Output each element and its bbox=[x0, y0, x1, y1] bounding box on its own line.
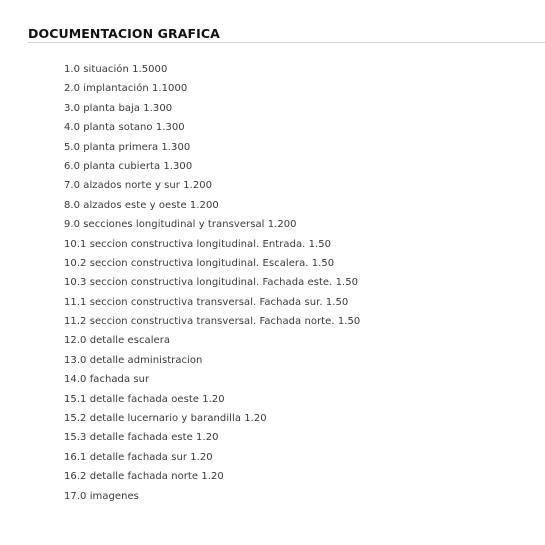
list-item: 14.0 fachada sur bbox=[64, 374, 150, 386]
list-item: 11.1 seccion constructiva transversal. Fachada sur. 1.50 bbox=[64, 296, 349, 308]
list-item: 15.3 detalle fachada este 1.20 bbox=[64, 432, 219, 444]
list-item: 1.0 situación 1.5000 bbox=[64, 64, 168, 75]
list-item: 8.0 alzados este y oeste 1.200 bbox=[64, 199, 219, 211]
list-item: 10.1 seccion constructiva longitudinal. Entrada. 1.50 bbox=[64, 238, 332, 250]
list-item: 11.2 seccion constructiva transversal. Fachada norte. 1.50 bbox=[64, 316, 361, 328]
list-item: 3.0 planta baja 1.300 bbox=[64, 102, 173, 114]
list-item: 5.0 planta primera 1.300 bbox=[64, 141, 191, 153]
list-item: 10.2 seccion constructiva longitudinal. Escalera. 1.50 bbox=[64, 257, 335, 269]
list-item: 15.1 detalle fachada oeste 1.20 bbox=[64, 393, 225, 405]
list-item: 4.0 planta sotano 1.300 bbox=[64, 122, 185, 134]
list-item: 15.2 detalle lucernario y barandilla 1.20 bbox=[64, 413, 267, 425]
table-of-contents bbox=[64, 60, 360, 506]
list-item: 16.2 detalle fachada norte 1.20 bbox=[64, 471, 224, 483]
list-item: 2.0 implantación 1.1000 bbox=[64, 83, 188, 95]
list-item: 13.0 detalle administracion bbox=[64, 354, 203, 366]
list-item: 10.3 seccion constructiva longitudinal. Fachada este. 1.50 bbox=[64, 277, 359, 289]
list-item: 16.1 detalle fachada sur 1.20 bbox=[64, 451, 213, 463]
list-item: 12.0 detalle escalera bbox=[64, 335, 171, 347]
list-item: 7.0 alzados norte y sur 1.200 bbox=[64, 180, 213, 192]
list-item: 17.0 imagenes bbox=[64, 490, 139, 502]
header bbox=[28, 26, 545, 43]
list-item: 9.0 secciones longitudinal y transversal 1.200 bbox=[64, 219, 297, 231]
list-item: 6.0 planta cubierta 1.300 bbox=[64, 160, 193, 172]
page-title: DOCUMENTACION GRAFICA bbox=[28, 26, 220, 41]
